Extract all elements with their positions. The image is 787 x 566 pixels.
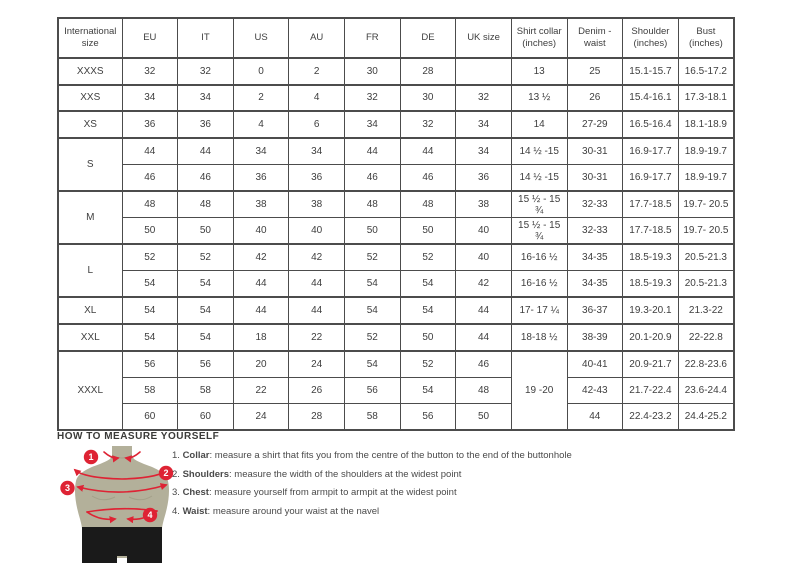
table-cell: 26 — [567, 85, 623, 112]
step-text: : measure a shirt that fits you from the centre of the button to the end of the buttonhole — [209, 450, 572, 461]
measure-steps — [172, 450, 732, 524]
column-header: DE — [400, 18, 456, 58]
table-cell: 46 — [122, 164, 178, 191]
table-cell: 60 — [122, 404, 178, 431]
size-label-cell: M — [58, 191, 122, 244]
table-cell: 18.1-18.9 — [678, 111, 734, 138]
collar-merged-cell: 19 -20 — [511, 351, 567, 431]
badge-3-icon — [60, 481, 74, 495]
size-label-cell: XXXS — [58, 58, 122, 85]
table-cell: 15 ½ - 15 ¾ — [511, 191, 567, 218]
table-cell: 14 ½ -15 — [511, 164, 567, 191]
table-cell: 20 — [233, 351, 289, 378]
table-cell: 36 — [456, 164, 512, 191]
header-row — [58, 18, 734, 58]
table-cell: 54 — [400, 297, 456, 324]
table-cell: 4 — [289, 85, 345, 112]
table-cell: 48 — [456, 377, 512, 404]
table-cell: 58 — [122, 377, 178, 404]
table-cell: 54 — [178, 271, 234, 298]
table-cell: 36 — [122, 111, 178, 138]
table-cell: 44 — [400, 138, 456, 165]
measure-figure — [58, 446, 190, 566]
table-cell: 24 — [289, 351, 345, 378]
table-cell: 50 — [122, 218, 178, 245]
table-cell: 21.7-22.4 — [623, 377, 679, 404]
table-cell: 44 — [289, 271, 345, 298]
table-cell: 58 — [178, 377, 234, 404]
table-cell: 50 — [178, 218, 234, 245]
svg-text:1: 1 — [88, 452, 94, 463]
table-cell: 38 — [233, 191, 289, 218]
table-cell: 48 — [345, 191, 401, 218]
table-cell: 14 ½ -15 — [511, 138, 567, 165]
column-header: US — [233, 18, 289, 58]
table-cell: 22-22.8 — [678, 324, 734, 351]
table-cell: 13 ½ — [511, 85, 567, 112]
column-header: Denim - waist — [567, 18, 623, 58]
table-cell: 30 — [345, 58, 401, 85]
table-cell: 46 — [456, 351, 512, 378]
table-cell: 40-41 — [567, 351, 623, 378]
table-cell: 38 — [456, 191, 512, 218]
table-row — [58, 324, 734, 351]
table-row — [58, 244, 734, 271]
table-cell: 54 — [178, 297, 234, 324]
table-cell: 13 — [511, 58, 567, 85]
table-cell: 44 — [233, 297, 289, 324]
table-cell: 44 — [456, 297, 512, 324]
step-term: Chest — [182, 487, 209, 498]
table-cell: 56 — [345, 377, 401, 404]
table-cell: 50 — [400, 218, 456, 245]
table-cell: 50 — [400, 324, 456, 351]
table-cell: 60 — [178, 404, 234, 431]
table-cell: 17.7-18.5 — [623, 191, 679, 218]
table-cell: 16.9-17.7 — [623, 138, 679, 165]
table-cell: 56 — [178, 351, 234, 378]
table-cell: 25 — [567, 58, 623, 85]
table-cell: 16.5-17.2 — [678, 58, 734, 85]
table-cell: 38-39 — [567, 324, 623, 351]
svg-text:2: 2 — [163, 468, 169, 479]
table-cell: 18 — [233, 324, 289, 351]
step-term: Collar — [182, 450, 210, 461]
table-cell: 20.5-21.3 — [678, 244, 734, 271]
svg-text:4: 4 — [147, 510, 153, 521]
table-cell: 34 — [122, 85, 178, 112]
table-cell: 17.7-18.5 — [623, 218, 679, 245]
table-row — [58, 351, 734, 378]
svg-text:3: 3 — [64, 483, 71, 494]
column-header: EU — [122, 18, 178, 58]
size-label-cell: XXXL — [58, 351, 122, 431]
table-cell: 50 — [345, 218, 401, 245]
table-cell: 15 ½ - 15 ¾ — [511, 218, 567, 245]
column-header: IT — [178, 18, 234, 58]
column-header: Bust (inches) — [678, 18, 734, 58]
table-cell: 2 — [233, 85, 289, 112]
table-cell: 48 — [400, 191, 456, 218]
table-cell: 50 — [456, 404, 512, 431]
table-cell: 23.6-24.4 — [678, 377, 734, 404]
table-cell: 36 — [178, 111, 234, 138]
table-cell: 30-31 — [567, 138, 623, 165]
table-cell: 44 — [233, 271, 289, 298]
step-text: : measure the width of the shoulders at the widest point — [229, 468, 462, 480]
step-term: Waist — [182, 505, 208, 517]
table-cell: 22 — [233, 377, 289, 404]
table-cell: 26 — [289, 377, 345, 404]
badge-4-icon — [143, 508, 157, 522]
table-row — [58, 404, 734, 431]
table-cell: 34 — [233, 138, 289, 165]
table-row — [58, 58, 734, 85]
table-cell: 48 — [178, 191, 234, 218]
table-cell: 2 — [289, 58, 345, 85]
measure-step — [172, 506, 732, 517]
table-cell: 34 — [345, 111, 401, 138]
table-cell: 6 — [289, 111, 345, 138]
table-cell: 46 — [178, 164, 234, 191]
table-cell: 32 — [456, 85, 512, 112]
table-cell: 46 — [345, 164, 401, 191]
table-cell: 54 — [345, 297, 401, 324]
table-cell: 36 — [233, 164, 289, 191]
table-cell: 52 — [345, 324, 401, 351]
table-cell: 4 — [233, 111, 289, 138]
table-cell: 0 — [233, 58, 289, 85]
table-cell: 40 — [233, 218, 289, 245]
table-cell: 27-29 — [567, 111, 623, 138]
table-cell: 32-33 — [567, 218, 623, 245]
step-number: 3. — [172, 487, 183, 498]
table-cell: 18.9-19.7 — [678, 138, 734, 165]
table-cell: 19.3-20.1 — [623, 297, 679, 324]
table-cell: 24 — [233, 404, 289, 431]
step-number: 4. — [172, 505, 183, 517]
table-cell: 52 — [122, 244, 178, 271]
table-cell: 42 — [233, 244, 289, 271]
table-cell: 44 — [289, 297, 345, 324]
table-cell: 56 — [122, 351, 178, 378]
table-cell: 32 — [400, 111, 456, 138]
size-label-cell: XL — [58, 297, 122, 324]
step-number: 1. — [172, 450, 183, 461]
table-cell: 32 — [345, 85, 401, 112]
table-cell: 36 — [289, 164, 345, 191]
table-cell: 34 — [178, 85, 234, 112]
table-cell: 40 — [289, 218, 345, 245]
table-cell — [456, 58, 512, 85]
measure-step — [172, 487, 732, 498]
table-cell: 38 — [289, 191, 345, 218]
measure-heading: HOW TO MEASURE YOURSELF — [57, 431, 220, 442]
table-cell: 54 — [122, 297, 178, 324]
table-cell: 18-18 ½ — [511, 324, 567, 351]
table-cell: 15.1-15.7 — [623, 58, 679, 85]
table-cell: 44 — [178, 138, 234, 165]
table-cell: 22.8-23.6 — [678, 351, 734, 378]
badge-1-icon — [84, 450, 98, 464]
table-cell: 44 — [567, 404, 623, 431]
size-label-cell: S — [58, 138, 122, 191]
step-term: Shoulders — [182, 468, 230, 480]
table-cell: 58 — [345, 404, 401, 431]
table-cell: 54 — [345, 271, 401, 298]
table-row — [58, 377, 734, 404]
column-header: AU — [289, 18, 345, 58]
torso-illustration-icon — [58, 446, 190, 566]
table-cell: 42-43 — [567, 377, 623, 404]
table-row — [58, 271, 734, 298]
table-cell: 16.9-17.7 — [623, 164, 679, 191]
table-cell: 20.5-21.3 — [678, 271, 734, 298]
table-cell: 30 — [400, 85, 456, 112]
table-row — [58, 138, 734, 165]
column-header: FR — [345, 18, 401, 58]
table-cell: 54 — [122, 324, 178, 351]
table-cell: 14 — [511, 111, 567, 138]
table-cell: 52 — [400, 351, 456, 378]
table-cell: 42 — [456, 271, 512, 298]
table-cell: 18.9-19.7 — [678, 164, 734, 191]
table-cell: 40 — [456, 244, 512, 271]
table-cell: 42 — [289, 244, 345, 271]
step-text: : measure yourself from armpit to armpit at the widest point — [208, 487, 457, 498]
table-cell: 34-35 — [567, 271, 623, 298]
table-cell: 18.5-19.3 — [623, 244, 679, 271]
table-cell: 36-37 — [567, 297, 623, 324]
table-cell: 54 — [178, 324, 234, 351]
table-cell: 22 — [289, 324, 345, 351]
size-label-cell: XXL — [58, 324, 122, 351]
column-header: Shoulder (inches) — [623, 18, 679, 58]
table-cell: 34 — [456, 138, 512, 165]
table-cell: 20.9-21.7 — [623, 351, 679, 378]
size-table — [57, 17, 735, 431]
table-cell: 52 — [345, 244, 401, 271]
table-cell: 34 — [289, 138, 345, 165]
table-cell: 52 — [400, 244, 456, 271]
table-row — [58, 191, 734, 218]
table-cell: 56 — [400, 404, 456, 431]
measure-step — [172, 469, 732, 480]
table-cell: 20.1-20.9 — [623, 324, 679, 351]
table-cell: 19.7- 20.5 — [678, 218, 734, 245]
table-cell: 17- 17 ¼ — [511, 297, 567, 324]
table-cell: 44 — [345, 138, 401, 165]
table-row — [58, 218, 734, 245]
table-cell: 54 — [400, 377, 456, 404]
table-cell: 32 — [122, 58, 178, 85]
size-label-cell: L — [58, 244, 122, 297]
table-cell: 24.4-25.2 — [678, 404, 734, 431]
table-cell: 52 — [178, 244, 234, 271]
table-cell: 34 — [456, 111, 512, 138]
table-cell: 22.4-23.2 — [623, 404, 679, 431]
measure-step — [172, 450, 732, 461]
table-cell: 54 — [122, 271, 178, 298]
table-cell: 15.4-16.1 — [623, 85, 679, 112]
table-cell: 21.3-22 — [678, 297, 734, 324]
column-header: UK size — [456, 18, 512, 58]
size-label-cell: XXS — [58, 85, 122, 112]
table-cell: 32 — [178, 58, 234, 85]
table-cell: 16.5-16.4 — [623, 111, 679, 138]
table-row — [58, 164, 734, 191]
table-cell: 54 — [345, 351, 401, 378]
table-cell: 54 — [400, 271, 456, 298]
table-cell: 16-16 ½ — [511, 271, 567, 298]
table-cell: 18.5-19.3 — [623, 271, 679, 298]
table-cell: 46 — [400, 164, 456, 191]
table-cell: 44 — [122, 138, 178, 165]
table-cell: 48 — [122, 191, 178, 218]
table-cell: 28 — [289, 404, 345, 431]
table-cell: 19.7- 20.5 — [678, 191, 734, 218]
step-text: : measure around your waist at the navel — [207, 505, 380, 517]
table-cell: 44 — [456, 324, 512, 351]
table-cell: 17.3-18.1 — [678, 85, 734, 112]
table-cell: 40 — [456, 218, 512, 245]
table-row — [58, 297, 734, 324]
column-header: Shirt collar (inches) — [511, 18, 567, 58]
table-cell: 30-31 — [567, 164, 623, 191]
size-label-cell: XS — [58, 111, 122, 138]
table-cell: 28 — [400, 58, 456, 85]
table-cell: 34-35 — [567, 244, 623, 271]
table-cell: 16-16 ½ — [511, 244, 567, 271]
step-number: 2. — [172, 468, 183, 480]
table-row — [58, 85, 734, 112]
table-cell: 32-33 — [567, 191, 623, 218]
table-row — [58, 111, 734, 138]
column-header: International size — [58, 18, 122, 58]
